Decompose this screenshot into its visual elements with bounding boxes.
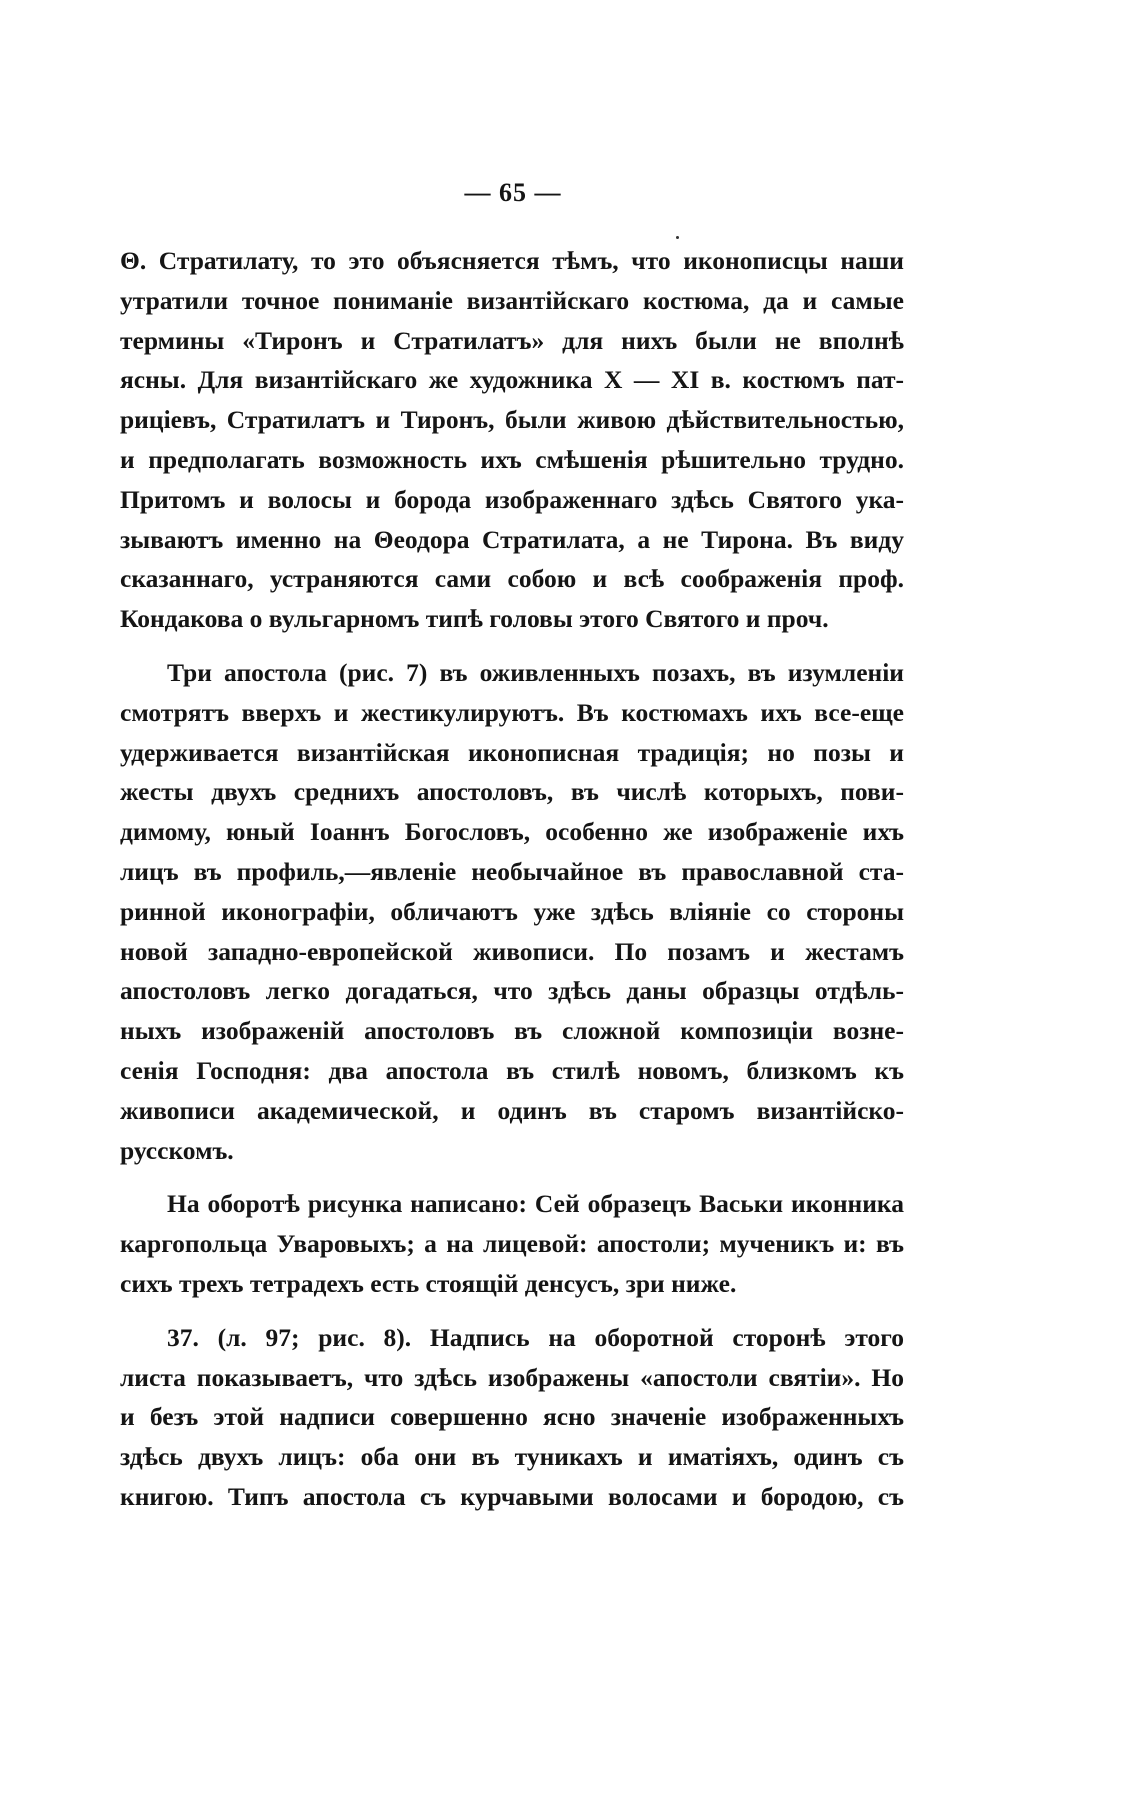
- text-line: сенія Господня: два апостола въ стилѣ новомъ, близкомъ къ: [120, 1055, 904, 1085]
- text-line: каргопольца Уваровыхъ; а на лицевой: апостоли; мученикъ и: въ: [120, 1229, 904, 1259]
- text-line: На оборотѣ рисунка написано: Сей образецъ Васьки иконника: [167, 1189, 904, 1219]
- text-line: утратили точное пониманіе византійскаго костюма, да и самые: [120, 285, 904, 315]
- text-line: удерживается византійская иконописная традиція; но позы и: [120, 737, 904, 767]
- text-line: смотрятъ вверхъ и жестикулируютъ. Въ костюмахъ ихъ все-еще: [120, 697, 904, 727]
- text-line: сказаннаго, устраняются сами собою и всѣ соображенія проф.: [120, 564, 904, 594]
- text-line: ныхъ изображеній апостоловъ въ сложной композиціи возне-: [120, 1016, 904, 1046]
- text-line: и безъ этой надписи совершенно ясно значеніе изображенныхъ: [120, 1402, 904, 1432]
- text-line: Θ. Стратилату, то это объясняется тѣмъ, что иконописцы наши: [120, 246, 904, 275]
- text-line: 37. (л. 97; рис. 8). Надпись на оборотной сторонѣ этого: [167, 1322, 904, 1352]
- paragraph-2: [120, 653, 904, 1170]
- paragraph-4: [120, 1318, 904, 1517]
- text-line: новой западно-европейской живописи. По позамъ и жестамъ: [120, 936, 904, 966]
- text-line: Кондакова о вульгарномъ типѣ головы этого Святого и проч.: [120, 604, 829, 634]
- text-line: термины «Тиронъ и Стратилатъ» для нихъ были не вполнѣ: [120, 325, 904, 355]
- text-line: ясны. Для византійскаго же художника X — XI в. костюмъ пат-: [120, 365, 904, 395]
- text-line: Три апостола (рис. 7) въ оживленныхъ позахъ, въ изумленіи: [167, 657, 904, 687]
- text-line: ринной иконографіи, обличаютъ уже здѣсь вліяніе со стороны: [120, 896, 904, 926]
- text-line: листа показываетъ, что здѣсь изображены «апостоли святіи». Но: [120, 1362, 904, 1392]
- paragraph-3: [120, 1184, 904, 1303]
- page-number: — 65 —: [464, 178, 562, 207]
- text-line: Притомъ и волосы и борода изображеннаго здѣсь Святого ука-: [120, 484, 904, 514]
- text-line: здѣсь двухъ лицъ: оба они въ туникахъ и иматіяхъ, одинъ съ: [120, 1442, 904, 1472]
- text-line: и предполагать возможность ихъ смѣшенія рѣшительно трудно.: [120, 444, 904, 474]
- text-line: жесты двухъ среднихъ апостоловъ, въ числѣ которыхъ, пови-: [120, 777, 904, 807]
- text-line: сихъ трехъ тетрадехъ есть стоящій денсусъ, зри ниже.: [120, 1268, 737, 1298]
- text-line: зываютъ именно на Θеодора Стратилата, а не Тирона. Въ виду: [120, 524, 904, 554]
- text-line: димому, юный Іоаннъ Богословъ, особенно же изображеніе ихъ: [120, 817, 904, 847]
- text-line: живописи академической, и одинъ въ старомъ византійско-: [120, 1095, 904, 1125]
- text-line: русскомъ.: [120, 1135, 234, 1165]
- text-line: лицъ въ профиль,—явленіе необычайное въ православной ста-: [120, 856, 904, 886]
- text-line: апостоловъ легко догадаться, что здѣсь даны образцы отдѣль-: [120, 976, 904, 1006]
- paragraph-1: [120, 241, 904, 639]
- text-line: книгою. Типъ апостола съ курчавыми волосами и бородою, съ: [120, 1481, 904, 1511]
- text-line: риціевъ, Стратилатъ и Тиронъ, были живою дѣйствительностью,: [120, 405, 904, 435]
- body-text: [120, 241, 904, 1517]
- print-speck: [676, 236, 679, 239]
